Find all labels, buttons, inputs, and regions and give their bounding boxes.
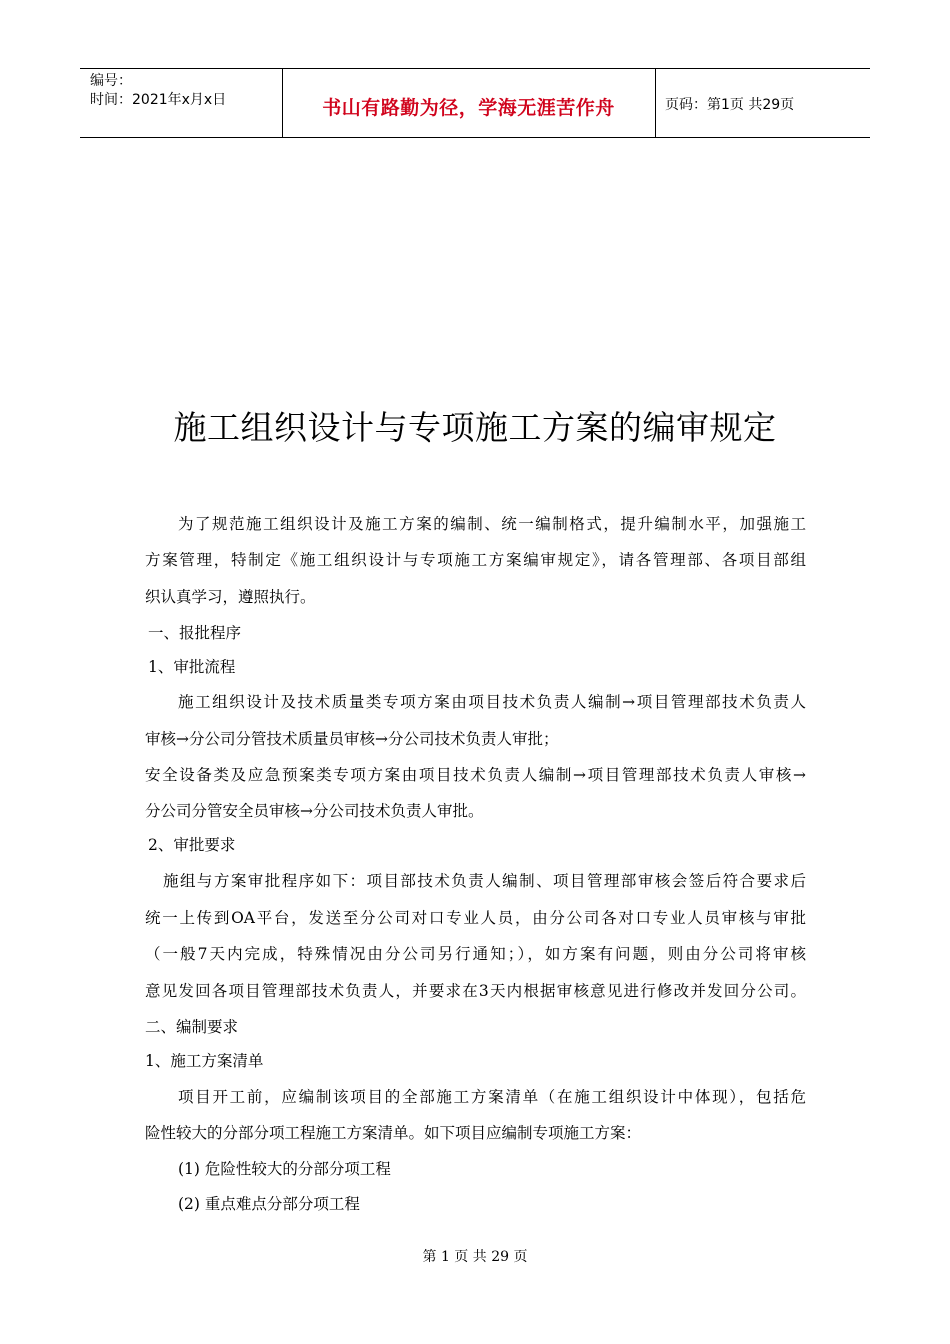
subsection-heading: 1、施工方案清单 [145, 1052, 264, 1070]
paragraph-line: 分公司分管安全员审核→分公司技术负责人审批。 [145, 802, 484, 820]
list-item: (2) 重点难点分部分项工程 [178, 1195, 360, 1213]
header-divider [655, 69, 656, 137]
paragraph-line: （一般7天内完成，特殊情况由分公司另行通知；），如方案有问题，则由分公司将审核 [145, 945, 806, 963]
paragraph-line: 统一上传到OA平台，发送至分公司对口专业人员，由分公司各对口专业人员审核与审批 [145, 909, 806, 927]
paragraph-line: 施组与方案审批程序如下：项目部技术负责人编制、项目管理部审核会签后符合要求后 [163, 872, 806, 890]
number-label: 编号： [90, 73, 132, 89]
paragraph-line: 审核→分公司分管技术质量员审核→分公司技术负责人审批； [145, 730, 559, 748]
page-footer: 第 1 页 共 29 页 [422, 1249, 528, 1265]
document-title: 施工组织设计与专项施工方案的编审规定 [173, 408, 777, 447]
paragraph-line: 险性较大的分部分项工程施工方案清单。如下项目应编制专项施工方案： [145, 1124, 642, 1142]
paragraph-line: 为了规范施工组织设计及施工方案的编制、统一编制格式，提升编制水平，加强施工 [178, 515, 806, 533]
section-heading: 二、编制要求 [145, 1018, 239, 1036]
subsection-heading: 1、审批流程 [148, 658, 236, 676]
subsection-heading: 2、审批要求 [148, 836, 236, 854]
paragraph-line: 意见发回各项目管理部技术负责人，并要求在3天内根据审核意见进行修改并发回分公司。 [145, 982, 806, 1000]
paragraph-line: 项目开工前，应编制该项目的全部施工方案清单（在施工组织设计中体现），包括危 [178, 1088, 806, 1106]
document-header [80, 68, 870, 138]
time-label: 时间：2021年x月x日 [90, 92, 227, 108]
paragraph-line: 施工组织设计及技术质量类专项方案由项目技术负责人编制→项目管理部技术负责人 [178, 693, 806, 711]
list-item: (1) 危险性较大的分部分项工程 [178, 1160, 391, 1178]
section-heading: 一、报批程序 [148, 624, 242, 642]
header-page-info: 页码：第1页 共29页 [665, 97, 795, 113]
header-meta [90, 72, 226, 110]
paragraph-line: 方案管理，特制定《施工组织设计与专项施工方案编审规定》，请各管理部、各项目部组 [145, 551, 806, 569]
paragraph-line: 织认真学习，遵照执行。 [145, 588, 316, 606]
header-motto: 书山有路勤为径，学海无涯苦作舟 [322, 97, 615, 119]
paragraph-line: 安全设备类及应急预案类专项方案由项目技术负责人编制→项目管理部技术负责人审核→ [145, 766, 806, 784]
